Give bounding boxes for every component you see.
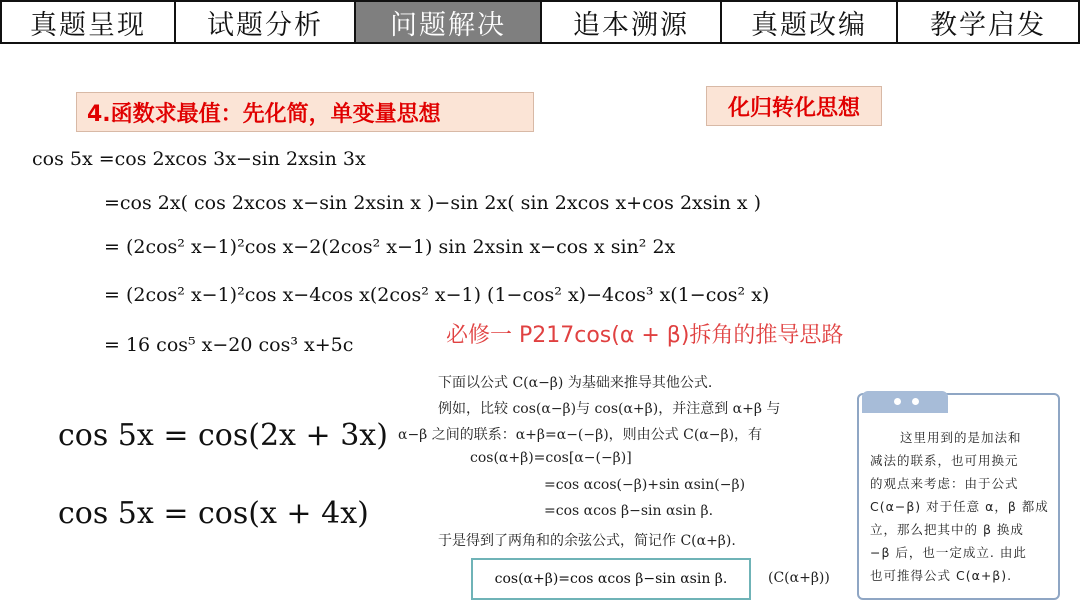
formula-tag: (C(α+β)) xyxy=(768,570,830,586)
idea-badge: 化归转化思想 xyxy=(706,86,882,126)
textbook-line: =cos αcos β−sin αsin β. xyxy=(544,503,714,519)
tab-jiaoxue-qifa[interactable]: 教学启发 xyxy=(896,0,1080,44)
textbook-reference: 必修一 P217cos(α + β)拆角的推导思路 xyxy=(446,323,844,348)
derivation-line-4: = (2cos² x−1)²cos x−4cos x(2cos² x−1) (1−cos² x)−4cos³ x(1−cos² x) xyxy=(104,284,770,306)
tab-zhuiben-suyuan[interactable]: 追本溯源 xyxy=(540,0,722,44)
side-note-line: C(α−β) 对于任意 α，β 都成 xyxy=(870,499,1049,514)
tab-zhenti-chengxian[interactable]: 真题呈现 xyxy=(0,0,176,44)
big-formula-1: cos 5x = cos(2x + 3x) xyxy=(58,418,388,453)
textbook-line: =cos αcos(−β)+sin αsin(−β) xyxy=(544,477,746,493)
textbook-line: 于是得到了两角和的余弦公式，简记作 C(α+β). xyxy=(438,533,736,549)
textbook-line: α−β 之间的联系：α+β=α−(−β)，则由公式 C(α−β)，有 xyxy=(398,427,763,443)
tab-wenti-jiejue[interactable]: 问题解决 xyxy=(354,0,542,44)
side-note-line: 的观点来考虑：由于公式 xyxy=(870,476,1019,491)
side-note-line: 也可推得公式 C(α+β). xyxy=(870,568,1013,583)
textbook-line: cos(α+β)=cos[α−(−β)] xyxy=(470,450,632,466)
derivation-line-1: cos 5x =cos 2xcos 3x−sin 2xsin 3x xyxy=(32,148,366,170)
side-note-tab xyxy=(862,391,948,413)
side-note-line: 减法的联系，也可用换元 xyxy=(870,453,1019,468)
side-note-line: 立，那么把其中的 β 换成 xyxy=(870,522,1024,537)
side-note-line: −β 后，也一定成立. 由此 xyxy=(870,545,1027,560)
tab-zhenti-gaibian[interactable]: 真题改编 xyxy=(720,0,898,44)
note-dot-icon xyxy=(894,398,901,405)
side-note-line: 这里用到的是加法和 xyxy=(900,430,1022,445)
derivation-line-2: =cos 2x( cos 2xcos x−sin 2xsin x )−sin 2x( sin 2xcos x+cos 2xsin x ) xyxy=(104,192,762,214)
derivation-line-3: = (2cos² x−1)²cos x−2(2cos² x−1) sin 2xsin x−cos x sin² 2x xyxy=(104,236,676,258)
note-dot-icon xyxy=(912,398,919,405)
textbook-line: 例如，比较 cos(α−β)与 cos(α+β)，并注意到 α+β 与 xyxy=(438,401,781,417)
section-heading: 4.函数求最值：先化简，单变量思想 xyxy=(76,92,534,132)
textbook-line: 下面以公式 C(α−β) 为基础来推导其他公式. xyxy=(438,375,713,391)
boxed-formula: cos(α+β)=cos αcos β−sin αsin β. xyxy=(471,558,751,600)
nav-tabs xyxy=(0,0,1080,48)
tab-shiti-fenxi[interactable]: 试题分析 xyxy=(174,0,356,44)
big-formula-2: cos 5x = cos(x + 4x) xyxy=(58,496,369,531)
derivation-line-5: = 16 cos⁵ x−20 cos³ x+5c xyxy=(104,334,354,356)
